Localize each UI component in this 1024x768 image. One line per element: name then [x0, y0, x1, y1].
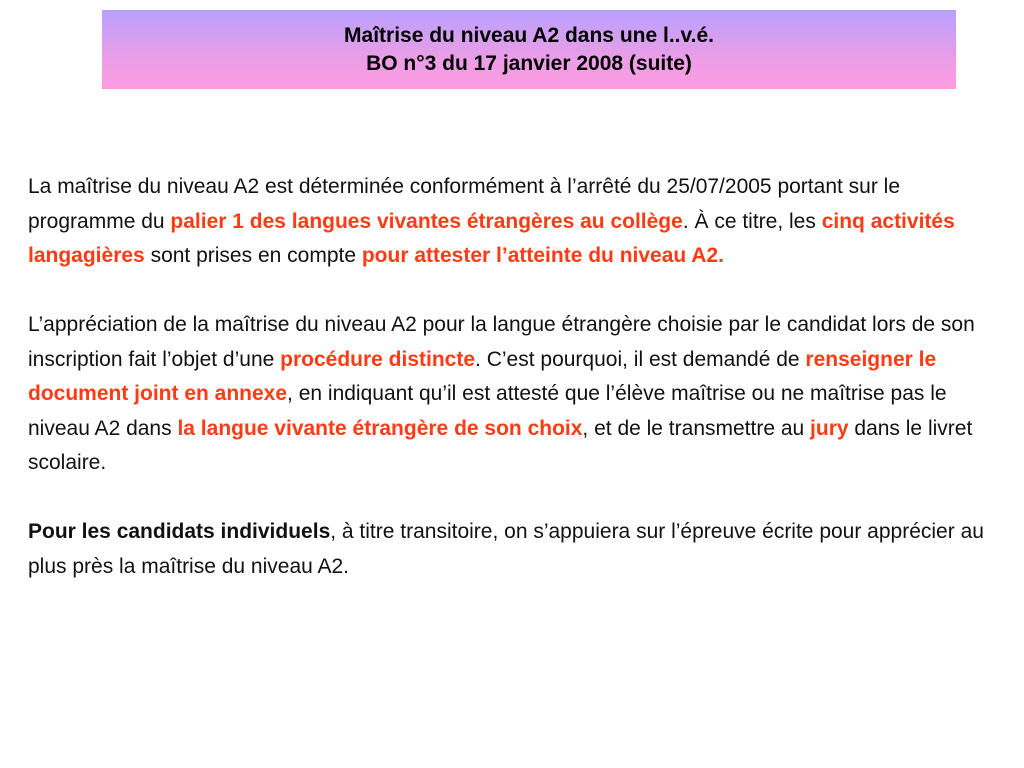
text-segment: dans le livret scolaire. [28, 416, 973, 474]
paragraph-2 [28, 308, 1003, 481]
highlight-segment: procédure distincte [280, 347, 476, 371]
highlight-segment: la langue vivante étrangère de son choix [177, 416, 583, 440]
text-segment: L’appréciation de la maîtrise du niveau A2 pour la langue étrangère choisie par le candidat lors de son inscription fait l’objet d’une [28, 313, 975, 371]
highlight-segment: cinq activités langagières [28, 209, 955, 267]
slide-title-banner [102, 10, 956, 89]
highlight-segment: pour attester l’atteinte du niveau A2. [361, 244, 724, 267]
slide-title-line-1: Maîtrise du niveau A2 dans une l..v.é. [344, 23, 714, 47]
text-segment: . À ce titre, les [682, 209, 822, 233]
paragraph-1 [28, 170, 1003, 274]
highlight-segment: palier 1 des langues vivantes étrangères au collège [170, 209, 683, 233]
highlight-segment: jury [810, 416, 849, 440]
text-segment: . C’est pourquoi, il est demandé de [475, 347, 806, 371]
text-segment: , en indiquant qu’il est attesté que l’élève maîtrise ou ne maîtrise pas le niveau A2 dans [28, 382, 947, 440]
text-segment: , à titre transitoire, on s’appuiera sur l’épreuve écrite pour apprécier au plus près la maîtrise du niveau A2. [28, 520, 984, 578]
highlight-segment: renseigner le document joint en annexe [28, 347, 937, 405]
text-segment: sont prises en compte [144, 244, 362, 267]
slide-body [28, 170, 1003, 619]
slide-title-line-2: BO n°3 du 17 janvier 2008 (suite) [366, 51, 692, 75]
bold-segment: Pour les candidats individuels [28, 520, 331, 543]
paragraph-3 [28, 515, 1003, 584]
text-segment: , et de le transmettre au [582, 416, 811, 440]
text-segment: La maîtrise du niveau A2 est déterminée conformément à l’arrêté du 25/07/2005 portant sur le programme du [28, 175, 901, 233]
